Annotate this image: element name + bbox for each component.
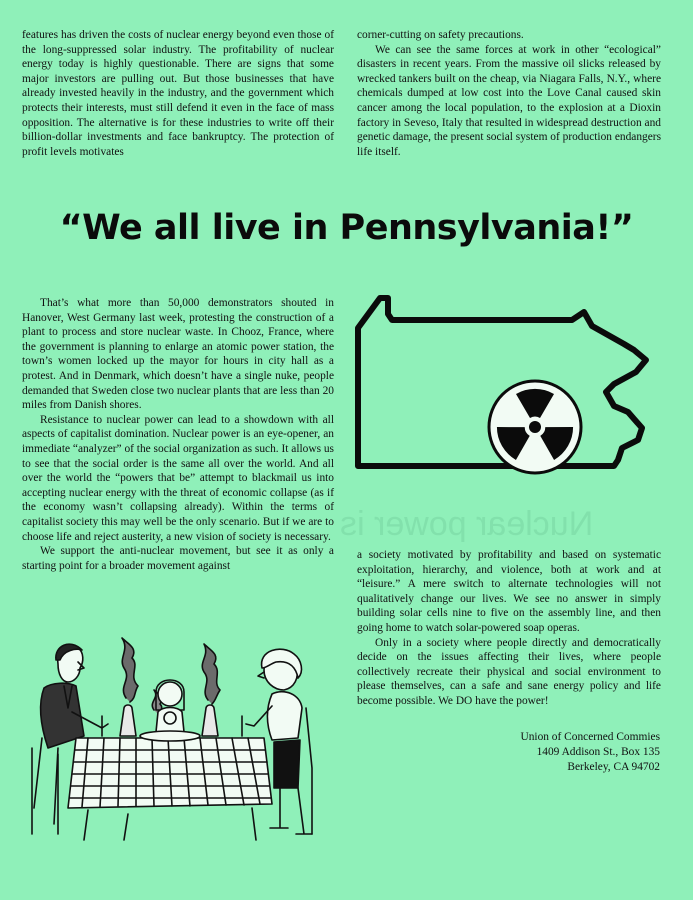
organization-name: Union of Concerned Commies — [520, 731, 660, 743]
top-right-column — [357, 28, 661, 159]
bleed-through-text: Nuclear power is — [340, 505, 594, 543]
radiation-symbol-icon — [489, 381, 581, 473]
checkered-tablecloth — [68, 731, 272, 808]
top-left-column — [22, 28, 334, 159]
signature-block — [470, 730, 660, 775]
paragraph: a society motivated by profitability and based on systematic exploitation, hierarchy, and violence, both at work and at “leisure.” A mere switch to alternate technologies will not qualitatively change our lives. We see no answer in simply building solar cells nine to five on the assembly line, and then going home to watch solar-powered soap operas. — [357, 549, 661, 634]
paragraph: That’s what more than 50,000 demonstrators shouted in Hanover, West Germany last week, protesting the construction of a plant to process and store nuclear waste. In Chooz, France, where the government is planning to enlarge an atomic power station, the town’s women locked up the mayor for hours in city hall as a protest. And in Denmark, which doesn’t have a single nuke, people demanded that Sweden close two nuclear plants that are less than 20 miles from Danish shores. — [22, 297, 334, 412]
city-address: Berkeley, CA 94702 — [567, 761, 660, 773]
smoke-plume-left — [122, 638, 138, 702]
mid-left-column — [22, 296, 334, 573]
smoke-plume-right — [202, 644, 220, 704]
paragraph: We support the anti-nuclear movement, but see it as only a starting point for a broader movement against — [22, 545, 334, 572]
paragraph: Resistance to nuclear power can lead to a showdown with all aspects of capitalist domination. Nuclear power is an eye-opener, an immediate “analyzer” of the social organization as such. It allows us to see that the social order is the same all over the world. And all over the world the “powers that be” attempt to blackmail us into accepting nuclear energy with the threat of economic collapse (as if the economy wasn’t collapsing already). Within the terms of capitalist society this may well be the only scenario. But if we are to choose life and reject austerity, a new vision of society is necessary. — [22, 413, 334, 543]
bottom-right-column — [357, 548, 661, 709]
street-address: 1409 Addison St., Box 135 — [536, 746, 660, 758]
paragraph: We can see the same forces at work in other “ecological” disasters in recent years. From the massive oil slicks released by wrecked tankers built on the cheap, via Niagara Falls, N.Y., where chemicals dumped at low cost into the Love Canal caused skin cancer among the local population, to the explosion at a Dioxin factory in Seveso, Italy that resulted in widespread destruction and genetic damage, the present social system of production endangers life itself. — [357, 43, 661, 158]
cooling-tower-centerpiece — [120, 705, 136, 736]
pennsylvania-map-illustration — [352, 288, 652, 493]
headline: “We all live in Pennsylvania!” — [59, 208, 634, 248]
paragraph: features has driven the costs of nuclear energy beyond even those of the long-suppressed solar industry. The profitability of nuclear energy today is highly questionable. There are signs that some major investors are pulling out. But those businesses that have already invested heavily in the industry, and the government which protects their interests, must still defend it even in the face of mass opposition. The alternative is for these industries to write off their billion-dollar investments and face bankruptcy. The protection of profit levels motivates — [22, 29, 334, 158]
paragraph: corner-cutting on safety precautions. — [357, 29, 524, 41]
cooling-tower-centerpiece — [202, 705, 218, 736]
family-dinner-cartoon — [28, 628, 318, 843]
paragraph: Only in a society where people directly and democratically decide on the issues affecting their lives, where people collectively recreate their physical and social environment to please themselves, can a safe and sane energy policy and life become possible. We DO have the power! — [357, 636, 661, 707]
